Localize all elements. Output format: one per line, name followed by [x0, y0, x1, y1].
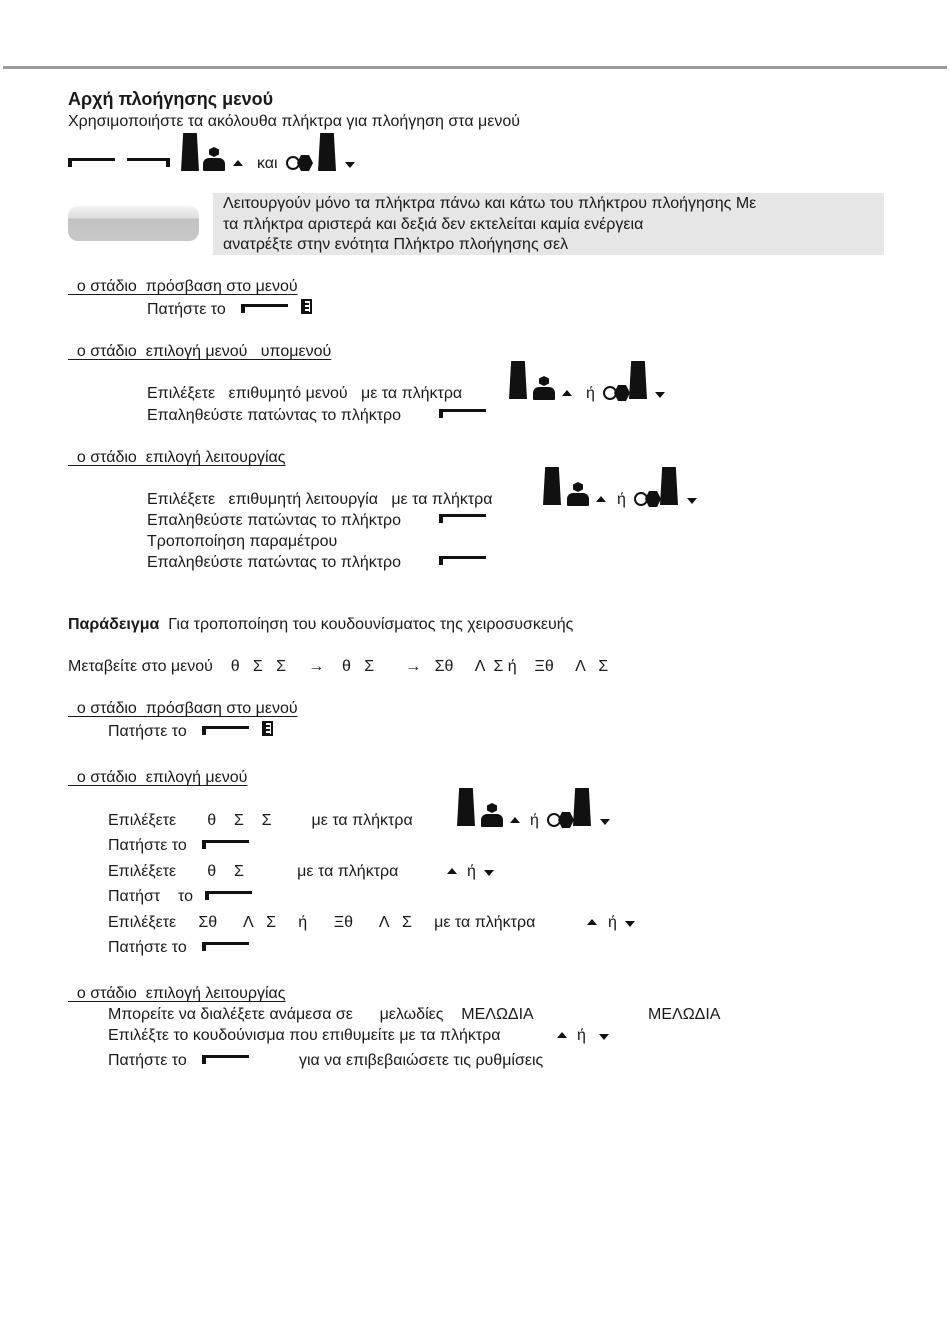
arrow-down-icon — [687, 498, 697, 504]
or-word: ή — [608, 914, 617, 931]
arrow-up-icon — [587, 919, 597, 925]
page-title: Αρχή πλοήγησης μενού — [68, 89, 274, 109]
step1-text: Πατήστε το — [147, 301, 226, 318]
arrow-down-icon — [655, 392, 665, 398]
ex-step1-heading: ο στάδιο πρόσβαση στο μενού — [68, 700, 298, 717]
ex-step3-l1b: ΜΕΛΩΔΙΑ — [648, 1006, 721, 1023]
ex-step2-l1: Επιλέξετε θ Σ Σ με τα πλήκτρα — [108, 812, 413, 829]
or-word: ή — [617, 491, 626, 508]
ex-step2-l6: Πατήστε το — [108, 939, 187, 956]
or-word: ή — [586, 385, 595, 402]
left-softkey-icon — [439, 556, 486, 559]
ex-step3-l1a: Μπορείτε να διαλέξετε ανάμεσα σε μελωδίες ΜΕΛΩΔΙΑ — [108, 1006, 534, 1023]
contacts-icon — [203, 147, 225, 171]
rings-icon — [286, 155, 316, 171]
ex-step2-l5: Επιλέξετε Σθ Λ Σ ή Ξθ Λ Σ με τα πλήκτρα — [108, 914, 536, 931]
ex-step2-l2: Πατήστε το — [108, 837, 187, 854]
note-line-2: τα πλήκτρα αριστερά και δεξιά δεν εκτελείται καμία ενέργεια — [223, 216, 644, 233]
contacts-icon — [567, 482, 589, 506]
nav-down-bar-icon — [573, 788, 591, 826]
arrow-up-icon — [562, 390, 572, 396]
left-softkey-icon — [68, 158, 115, 161]
left-softkey-icon — [202, 726, 249, 729]
rings-icon — [634, 491, 664, 507]
arrow-up-icon — [510, 817, 520, 823]
left-softkey-icon — [202, 1055, 249, 1058]
ex-step3-l2: Επιλέξτε το κουδούνισμα που επιθυμείτε με τα πλήκτρα — [108, 1027, 501, 1044]
or-word: ή — [577, 1027, 586, 1044]
nav-down-bar-icon — [629, 361, 647, 399]
left-softkey-icon — [202, 840, 249, 843]
example-line — [68, 615, 573, 635]
example-label: Παράδειγμα — [68, 616, 160, 633]
arrow-down-icon — [345, 162, 355, 168]
step1-heading: ο στάδιο πρόσβαση στο μενού — [68, 278, 298, 295]
nav-down-bar-icon — [660, 467, 678, 505]
contacts-icon — [533, 376, 555, 400]
step3-text4: Επαληθεύστε πατώντας το πλήκτρο — [147, 554, 402, 571]
arrow-up-icon — [596, 496, 606, 502]
and-word: και — [257, 155, 278, 172]
step3-text2: Επαληθεύστε πατώντας το πλήκτρο — [147, 512, 402, 529]
step3-text1: Επιλέξετε επιθυμητή λειτουργία με τα πλήκτρα — [147, 491, 493, 508]
arrow-down-icon — [599, 1034, 609, 1040]
rings-icon — [603, 385, 633, 401]
arrow-up-icon — [233, 160, 243, 166]
nav-up-bar-icon — [543, 467, 561, 505]
step3-text3: Τροποποίηση παραμέτρου — [147, 533, 338, 550]
arrow-down-icon — [600, 819, 610, 825]
ex-step3-heading: ο στάδιο επιλογή λειτουργίας — [68, 985, 286, 1002]
arrow-down-icon — [484, 870, 494, 876]
menu-path: Μεταβείτε στο μενού θ Σ Σ → θ Σ → Σθ Λ Σ ή Ξθ Λ Σ — [68, 658, 609, 675]
left-softkey-icon — [439, 409, 486, 412]
nav-down-bar-icon — [318, 133, 336, 171]
note-line-3: ανατρέξτε στην ενότητα Πλήκτρο πλοήγησης σελ — [223, 236, 569, 253]
ex-step2-l3: Επιλέξετε θ Σ με τα πλήκτρα — [108, 863, 399, 880]
step2-text1: Επιλέξετε επιθυμητό μενού με τα πλήκτρα — [147, 385, 463, 402]
step3-heading: ο στάδιο επιλογή λειτουργίας — [68, 449, 286, 466]
ex-step1-text: Πατήστε το — [108, 723, 187, 740]
arrow-up-icon — [447, 868, 457, 874]
note-box — [213, 193, 884, 255]
ex-step2-heading: ο στάδιο επιλογή μενού — [68, 769, 248, 786]
ex-step3-l3a: Πατήστε το — [108, 1052, 187, 1069]
or-word: ή — [467, 863, 476, 880]
menu-icon — [262, 721, 273, 736]
left-softkey-icon — [439, 514, 486, 517]
ex-step3-l3b: για να επιβεβαιώσετε τις ρυθμίσεις — [299, 1052, 544, 1069]
left-softkey-icon — [241, 304, 288, 307]
left-softkey-icon — [202, 942, 249, 945]
arrow-up-icon — [557, 1032, 567, 1038]
nav-up-bar-icon — [181, 133, 199, 171]
page-subtitle: Χρησιμοποιήστε τα ακόλουθα πλήκτρα για πλοήγηση στα μενού — [68, 113, 521, 130]
or-word: ή — [530, 812, 539, 829]
ex-step2-l4: Πατήστ το — [108, 888, 193, 905]
note-line-1: Λειτουργούν μόνο τα πλήκτρα πάνω και κάτω του πλήκτρου πλοήγησης Με — [223, 195, 757, 212]
rings-icon — [547, 812, 577, 828]
top-rule — [3, 66, 947, 69]
right-softkey-icon — [127, 158, 170, 161]
example-text: Για τροποποίηση του κουδουνίσματος της χειροσυσκευής — [168, 616, 574, 633]
note-pill-icon — [68, 206, 199, 241]
step2-heading: ο στάδιο επιλογή μενού υπομενού — [68, 343, 332, 360]
menu-icon — [301, 299, 312, 314]
nav-up-bar-icon — [457, 788, 475, 826]
step2-text2: Επαληθεύστε πατώντας το πλήκτρο — [147, 407, 402, 424]
nav-up-bar-icon — [509, 361, 527, 399]
arrow-down-icon — [625, 921, 635, 927]
contacts-icon — [481, 803, 503, 827]
left-softkey-icon — [205, 891, 252, 894]
